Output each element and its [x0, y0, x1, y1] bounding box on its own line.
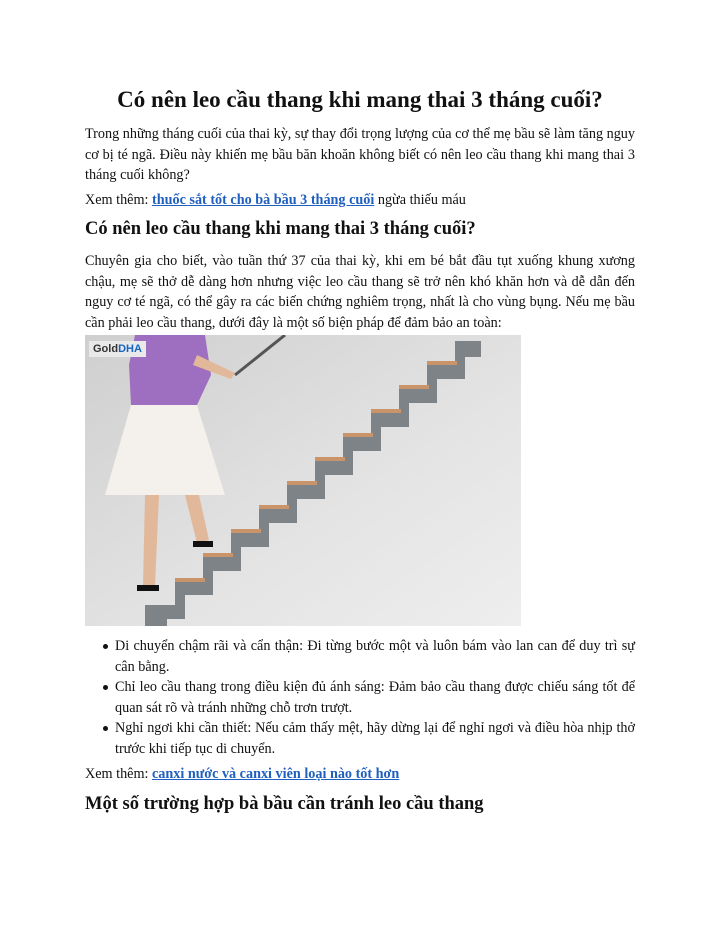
see-also-1-prefix: Xem thêm: [85, 192, 152, 208]
calcium-comparison-link[interactable]: canxi nước và canxi viên loại nào tốt hơn [151, 766, 400, 782]
intro-paragraph: Trong những tháng cuối của thai kỳ, sự thay đổi trọng lượng của cơ thể mẹ bầu sẽ làm tăng nguy cơ bị té ngã. Điều này khiến mẹ bầu băn khoăn không biết có nên leo cầu thang khi mang thai 3 tháng cuối không? [85, 126, 635, 183]
bullet-icon [103, 726, 108, 731]
section-1-body: Chuyên gia cho biết, vào tuần thứ 37 của thai kỳ, khi em bé bắt đầu tụt xuống khung xương chậu, mẹ sẽ thở dễ dàng hơn nhưng việc leo cầu thang sẽ trở nên khó khăn hơn và dễ dẫn đến nguy cơ té ngã, có thể gây ra các biến chứng nghiêm trọng, nhất là cho vùng bụng. Nếu mẹ bầu cần phải leo cầu thang, dưới đây là một số biện pháp để đảm bảo an toàn: [85, 253, 635, 331]
see-also-1 [85, 190, 635, 211]
list-item [85, 718, 635, 759]
bullet-icon [103, 685, 108, 690]
section-heading-2: Một số trường hợp bà bầu cần tránh leo cầu thang [85, 794, 484, 814]
page-title: Có nên leo cầu thang khi mang thai 3 tháng cuối? [117, 87, 603, 112]
pregnant-woman-stairs-photo [85, 335, 521, 626]
golddha-logo [89, 341, 146, 357]
iron-supplement-link[interactable]: thuốc sắt tốt cho bà bầu 3 tháng cuối [151, 192, 375, 208]
logo-gold-text: Gold [93, 343, 119, 355]
list-item-text: Nghỉ ngơi khi cần thiết: Nếu cảm thấy mệt, hãy dừng lại để nghỉ ngơi và điều hòa nhịp thở trước khi tiếp tục di chuyển. [115, 720, 635, 757]
stairs-illustration [85, 335, 521, 626]
list-item-text: Chỉ leo cầu thang trong điều kiện đủ ánh sáng: Đảm bảo cầu thang được chiếu sáng tốt để quan sát rõ và tránh những chỗ trơn trượt. [115, 679, 635, 716]
see-also-2-prefix: Xem thêm: [85, 766, 152, 782]
list-item [85, 677, 635, 718]
bullet-icon [103, 644, 108, 649]
list-item [85, 636, 635, 677]
see-also-2 [85, 764, 635, 785]
logo-dha-text: DHA [118, 343, 142, 355]
list-item-text: Di chuyển chậm rãi và cẩn thận: Đi từng bước một và luôn bám vào lan can để duy trì sự cân bằng. [115, 638, 635, 675]
see-also-1-suffix: ngừa thiếu máu [374, 192, 466, 208]
section-heading-1: Có nên leo cầu thang khi mang thai 3 tháng cuối? [85, 219, 476, 239]
safety-tips-list [85, 636, 635, 759]
